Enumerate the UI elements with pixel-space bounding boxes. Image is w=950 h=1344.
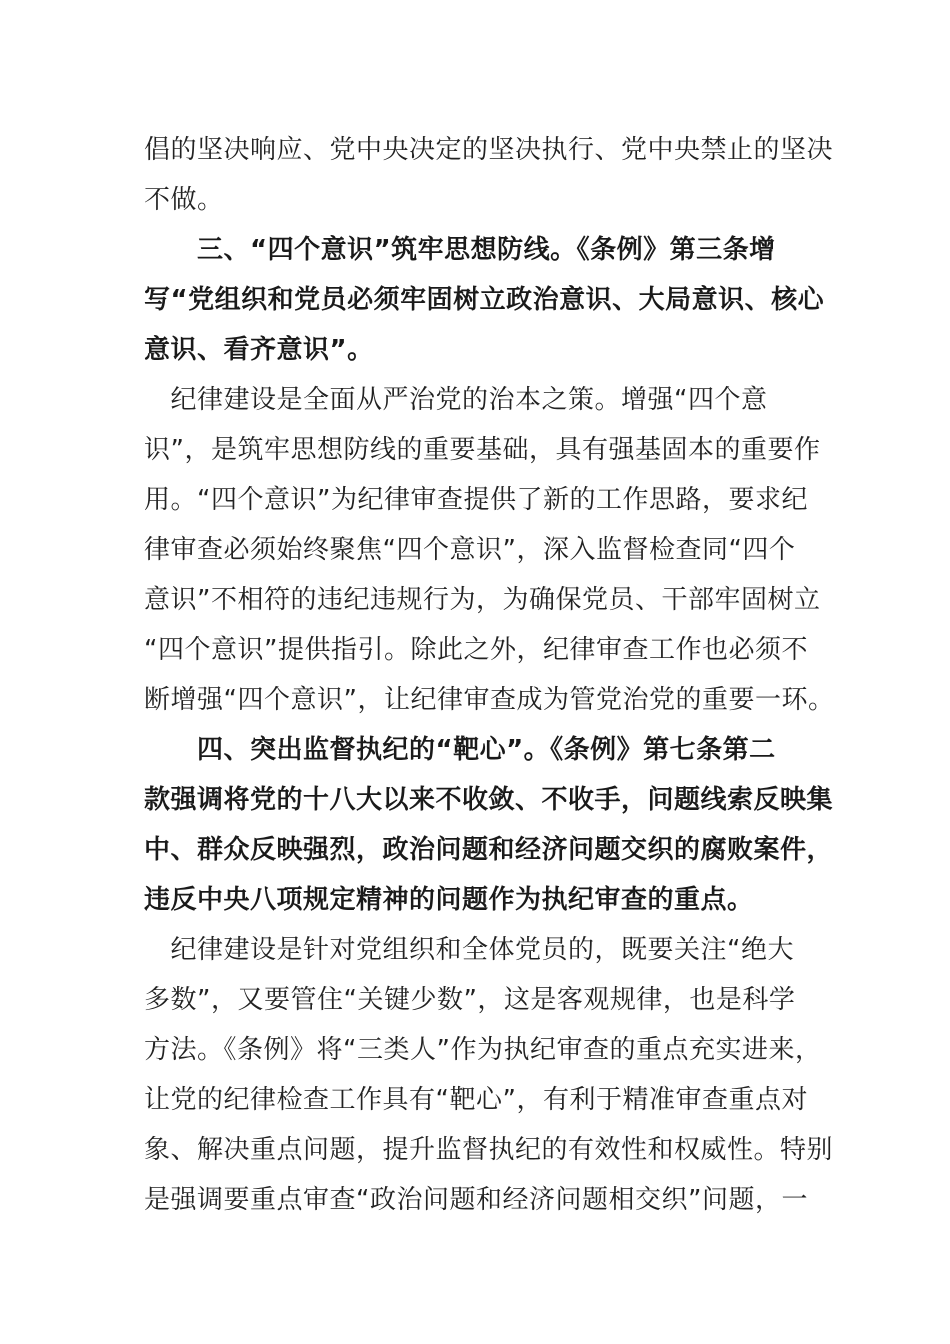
text-line: “四个意识”提供指引。除此之外，纪律审查工作也必须不 [144, 635, 808, 665]
section-heading: 意识、看齐意识”。 [144, 335, 374, 365]
text-line: 律审查必须始终聚焦“四个意识”，深入监督检查同“四个 [144, 535, 796, 565]
text-line: 用。“四个意识”为纪律审查提供了新的工作思路，要求纪 [144, 485, 808, 515]
section-heading: 款强调将党的十八大以来不收敛、不收手，问题线索反映集 [144, 785, 834, 815]
text-line: 是强调要重点审查“政治问题和经济问题相交织”问题，一 [144, 1185, 808, 1215]
section-heading: 三、“四个意识”筑牢思想防线。《条例》第三条增 [144, 235, 776, 265]
section-heading: 违反中央八项规定精神的问题作为执纪审查的重点。 [144, 885, 754, 915]
text-line: 倡的坚决响应、党中央决定的坚决执行、党中央禁止的坚决 [144, 135, 834, 165]
text-line: 断增强“四个意识”，让纪律审查成为管党治党的重要一环。 [144, 685, 835, 715]
text-line: 纪律建设是全面从严治党的治本之策。增强“四个意 [144, 385, 768, 415]
section-heading: 四、突出监督执纪的“靶心”。《条例》第七条第二 [144, 735, 776, 765]
section-heading: 写“党组织和党员必须牢固树立政治意识、大局意识、核心 [144, 285, 825, 315]
text-line: 纪律建设是针对党组织和全体党员的，既要关注“绝大 [144, 935, 794, 965]
text-line: 不做。 [144, 185, 224, 215]
text-line: 让党的纪律检查工作具有“靶心”，有利于精准审查重点对 [144, 1085, 808, 1115]
text-line: 象、解决重点问题，提升监督执纪的有效性和权威性。特别 [144, 1135, 834, 1165]
text-line: 方法。《条例》将“三类人”作为执纪审查的重点充实进来， [144, 1035, 822, 1065]
section-heading: 中、群众反映强烈，政治问题和经济问题交织的腐败案件， [144, 835, 834, 865]
text-line: 多数”，又要管住“关键少数”，这是客观规律，也是科学 [144, 985, 796, 1015]
text-line: 意识”不相符的违纪违规行为，为确保党员、干部牢固树立 [144, 585, 821, 615]
text-line: 识”，是筑牢思想防线的重要基础，具有强基固本的重要作 [144, 435, 821, 465]
